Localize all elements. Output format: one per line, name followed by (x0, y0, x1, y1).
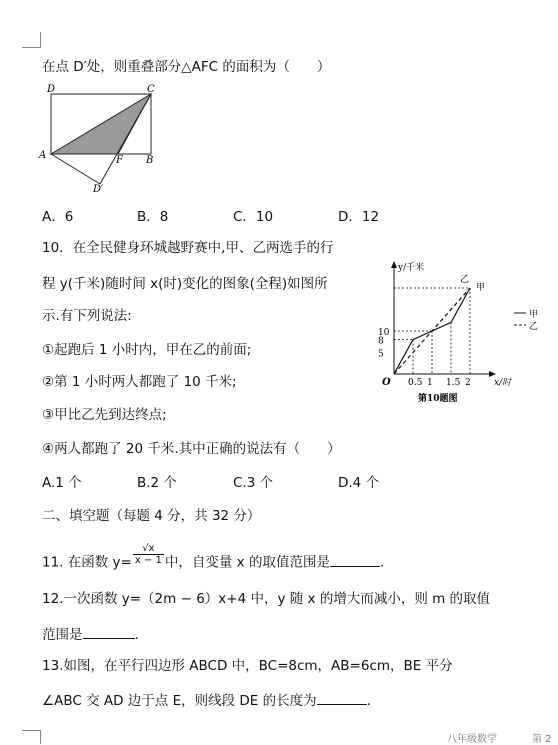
q10-line1: 10．在全民健身环城越野赛中,甲、乙两选手的行 (42, 240, 334, 256)
y-axis-label: y/千米 (398, 263, 425, 273)
crop-mark-bottom-v (40, 730, 41, 744)
section-heading: 二、填空题（每题 4 分，共 32 分） (42, 508, 261, 524)
label-C: C (147, 84, 155, 95)
q9-option-c: C．10 (233, 209, 274, 225)
q12-line2 (42, 624, 139, 644)
q11-end: . (379, 554, 385, 571)
q10-line3: 示.有下列说法: (42, 308, 132, 324)
q9-figure (34, 84, 164, 196)
q12-end: . (134, 627, 139, 643)
q10-line2: 程 y(千米)随时间 x(时)变化的图象(全程)如图所 (42, 276, 328, 292)
footer-left: 八年级数学 (447, 734, 497, 745)
q9-option-d: D．12 (338, 209, 380, 225)
q9-option-b: B．8 (137, 209, 169, 225)
q13-line2 (42, 690, 371, 710)
legend-label: 甲 (529, 310, 539, 320)
x-tick-label: 2 (465, 378, 471, 388)
q10-option-b: B.2 个 (137, 475, 177, 491)
series-label: 乙 (460, 275, 470, 285)
q10-statement-2: ②第 1 小时两人都跑了 10 千米; (42, 374, 237, 390)
q11 (42, 543, 385, 574)
x-tick-label: 1 (427, 378, 433, 388)
y-axis-arrow (391, 261, 397, 268)
q13-end: . (366, 693, 371, 709)
q13-line1: 13.如图，在平行四边形 ABCD 中，BC=8cm，AB=6cm，BE 平分 (42, 658, 453, 674)
q10-statement-3: ③甲比乙先到达终点; (42, 407, 167, 423)
q10-option-a: A.1 个 (42, 475, 82, 491)
crop-mark-top-v (40, 32, 41, 48)
label-Dprime: D′ (93, 184, 104, 195)
q10-statement-4: ④两人都跑了 20 千米.其中正确的说法有（ ） (42, 441, 341, 457)
label-F: F (116, 155, 123, 166)
x-axis-label: x/时 (494, 378, 512, 388)
q11-before: 11. 在函数 y= (42, 554, 132, 571)
q13-answer-blank[interactable] (317, 690, 367, 705)
y-tick-label: 8 (378, 336, 384, 347)
y-tick-label: 5 (378, 349, 384, 360)
label-A: A (39, 150, 47, 161)
origin-label: O (382, 377, 391, 388)
q11-numerator: √x (133, 543, 164, 555)
q10-option-d: D.4 个 (338, 475, 380, 491)
series-line (394, 288, 470, 374)
x-axis-arrow (489, 371, 496, 377)
q10-option-c: C.3 个 (233, 475, 274, 491)
footer-right: 第 2 (532, 734, 552, 745)
q11-answer-blank[interactable] (330, 552, 380, 567)
q11-after: 中，自变量 x 的取值范围是 (164, 554, 330, 571)
q11-fraction (133, 543, 164, 566)
x-tick-label: 0.5 (408, 378, 423, 388)
q9-option-a: A．6 (42, 209, 74, 225)
crop-mark-top-h (22, 47, 40, 48)
chart-title: 第10题图 (418, 394, 458, 404)
q10-statement-1: ①起跑后 1 小时内，甲在乙的前面; (42, 342, 252, 358)
legend-label: 乙 (529, 322, 539, 332)
q12-line1: 12.一次函数 y=（2m − 6）x+4 中，y 随 x 的增大而减小，则 m 的取值 (42, 591, 491, 607)
q13-line2-text: ∠ABC 交 AD 边于点 E，则线段 DE 的长度为 (42, 693, 317, 709)
series-label: 甲 (476, 283, 486, 293)
q12-line2-text: 范围是 (42, 627, 83, 643)
q12-answer-blank[interactable] (83, 624, 135, 639)
q11-denominator: x − 1 (134, 555, 162, 566)
label-B: B (146, 155, 154, 166)
label-D: D (47, 84, 56, 95)
crop-mark-bottom-h (22, 730, 40, 731)
q9-text: 在点 D′处，则重叠部分△AFC 的面积为（ ） (42, 59, 331, 75)
x-tick-label: 1.5 (446, 378, 461, 388)
q10-chart (364, 258, 554, 406)
y-tick-label: 10 (378, 328, 390, 338)
